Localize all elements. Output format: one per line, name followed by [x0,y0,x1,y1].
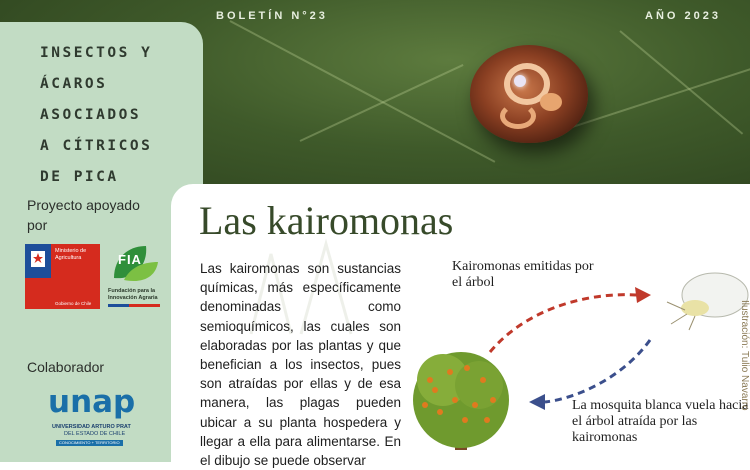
leaf-vein [560,62,750,132]
kairomones-label: Kairomonas emitidas por el árbol [452,259,594,290]
body-paragraph: Las kairomonas son sustancias químicas, más específicamente denominadas como semioquímicos, las cuales son elaboradas por las plantas y que benefician a los insectos, pues son atraídas por ellas y de esa manera, las plagas pueden ubicar a su planta hospedera y llegar a ella para alimentarse. En el dibujo se puede observar [200,261,401,469]
attraction-arrowhead-icon [529,394,545,410]
illustration-credit: Ilustración: Tulio Navarro [739,300,750,411]
sidebar-title: INSECTOS Y ÁCAROS ASOCIADOS A CÍTRICOS DE PICA [40,45,153,185]
emission-arrowhead-icon [635,287,651,303]
attraction-arrow [545,340,650,402]
whitefly-icon [667,273,748,330]
unap-footer: CONOCIMIENTO + TERRITORIO [56,440,123,446]
coat-of-arms-icon [27,247,49,273]
fia-logo [108,240,163,310]
whitefly-label: La mosquita blanca vuela hacia el árbol atraída por las kairomonas [572,398,749,445]
collaborator-label: Colaborador [27,359,105,375]
fia-acronym: FIA [118,252,142,267]
beetle-image [470,45,588,143]
unap-line1: UNIVERSIDAD ARTURO PRAT [52,424,131,430]
leaf-vein [230,20,496,163]
fia-line1: Fundación para la [108,288,156,294]
ministerio-line1: Ministerio de [55,248,87,254]
ministerio-agricultura-logo [25,244,100,309]
fia-line2: Innovación Agraria [108,295,158,301]
unap-logo [48,384,143,450]
ministerio-line2: Agricultura [55,255,82,261]
bulletin-number: BOLETÍN N°23 [216,10,328,22]
page-title: Las kairomonas [199,198,454,243]
emission-arrow [490,295,637,352]
leaf-vein [619,30,743,134]
orange-tree-icon [413,352,509,450]
project-label: Proyecto apoyado por [27,197,140,233]
ministerio-footer: Gobierno de Chile [55,301,92,306]
unap-acronym: unap [48,384,136,420]
bulletin-year: AÑO 2023 [645,10,721,22]
unap-line2: DEL ESTADO DE CHILE [64,431,126,437]
